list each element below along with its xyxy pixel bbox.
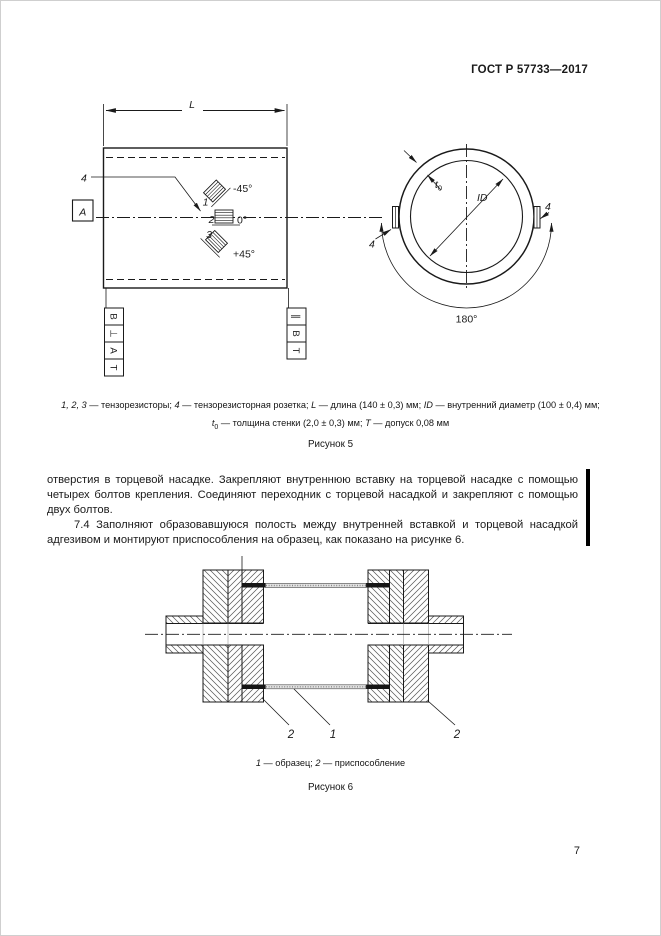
legend-part: 1	[255, 758, 261, 768]
body-text	[47, 473, 578, 548]
legend-subscript: 0	[214, 423, 219, 431]
legend-part: 2	[315, 758, 321, 768]
rosette-callout-label: 4	[81, 172, 87, 185]
page-number: 7	[573, 845, 580, 857]
figure6-legend	[30, 758, 631, 768]
legend-part: 1, 2, 3	[61, 400, 87, 410]
specimen-tube	[266, 584, 367, 689]
fixture-left	[166, 556, 266, 702]
figure5-legend-line1	[30, 400, 631, 410]
frame-right-cell-2: В	[290, 330, 301, 337]
paragraph-continuation: отверстия в торцевой насадке. Закрепляют внутреннюю вставку на торцевой насадке с помощью четырех болтов крепления. Соединяют переходник с торцевой насадкой и закрепляют с помощью двух болтов.	[47, 474, 578, 516]
figure5-legend-line2	[30, 418, 631, 431]
legend-part: L	[311, 400, 317, 410]
adhesive-band	[366, 583, 390, 588]
arc-angle-label: 180°	[455, 313, 478, 326]
legend-part: ID	[423, 400, 433, 410]
gauge1-angle: -45°	[233, 183, 253, 195]
paragraph-7-4: 7.4 Заполняют образовавшуюся полость между внутренней вставкой и торцевой насадкой адгезивом и монтируют приспособления на образец, как показано на рисунке 6.	[47, 518, 578, 546]
section-view	[376, 144, 552, 308]
gauge2-number: 2	[208, 214, 215, 226]
fixture-right-label: 2	[453, 729, 461, 741]
adhesive-band	[242, 685, 266, 690]
gauge1-number: 1	[202, 196, 209, 209]
change-bar-marker	[586, 469, 590, 546]
cylinder-body	[104, 148, 288, 288]
frame-right-cell-3: Т	[290, 347, 301, 354]
legend-part: — образец;	[260, 758, 316, 768]
view-letter: А	[79, 206, 87, 219]
legend-part: — тензорезисторная розетка;	[179, 400, 312, 410]
gauge2-angle: 0°	[237, 214, 248, 227]
legend-part: — приспособление	[320, 758, 406, 768]
frame-right-cell-1: ∥	[290, 314, 301, 319]
gauge3-angle: +45°	[233, 248, 256, 261]
legend-part: 4	[174, 400, 180, 410]
frame-left-cell-3: А	[107, 347, 119, 354]
legend-part: — внутренний диаметр (100 ± 0,4) мм;	[432, 400, 600, 410]
legend-part: — длина (140 ± 0,3) мм;	[316, 400, 424, 410]
gauge3-number: 3	[206, 229, 212, 241]
fixture-left-label: 2	[287, 729, 295, 741]
specimen-label: 1	[329, 729, 337, 741]
document-code: ГОСТ Р 57733—2017	[471, 64, 588, 76]
rosette-right-callout: 4	[545, 201, 551, 213]
legend-part: Т	[365, 418, 371, 428]
inner-diameter-label: ID	[477, 192, 488, 204]
length-dim-label: L	[189, 99, 195, 111]
frame-left-cell-4: Т	[107, 364, 119, 371]
fixture-right	[366, 570, 464, 702]
legend-part: — толщина стенки (2,0 ± 0,3) мм;	[218, 418, 366, 428]
rosette-left-callout: 4	[369, 238, 375, 251]
figure6-drawing	[0, 545, 661, 750]
figure6-title: Рисунок 6	[307, 782, 354, 793]
adhesive-band	[366, 685, 390, 690]
frame-left-cell-2: ⊥	[107, 329, 119, 338]
wall-thickness-label: $t_0$	[435, 179, 443, 193]
legend-part: — тензорезисторы;	[86, 400, 175, 410]
legend-part: — допуск 0,08 мм	[370, 418, 450, 428]
figure5-title: Рисунок 5	[307, 439, 354, 450]
frame-left-cell-1: В	[107, 313, 119, 320]
adhesive-band	[242, 583, 266, 588]
figure5-drawing	[0, 90, 661, 400]
legend-part: t	[211, 418, 215, 428]
